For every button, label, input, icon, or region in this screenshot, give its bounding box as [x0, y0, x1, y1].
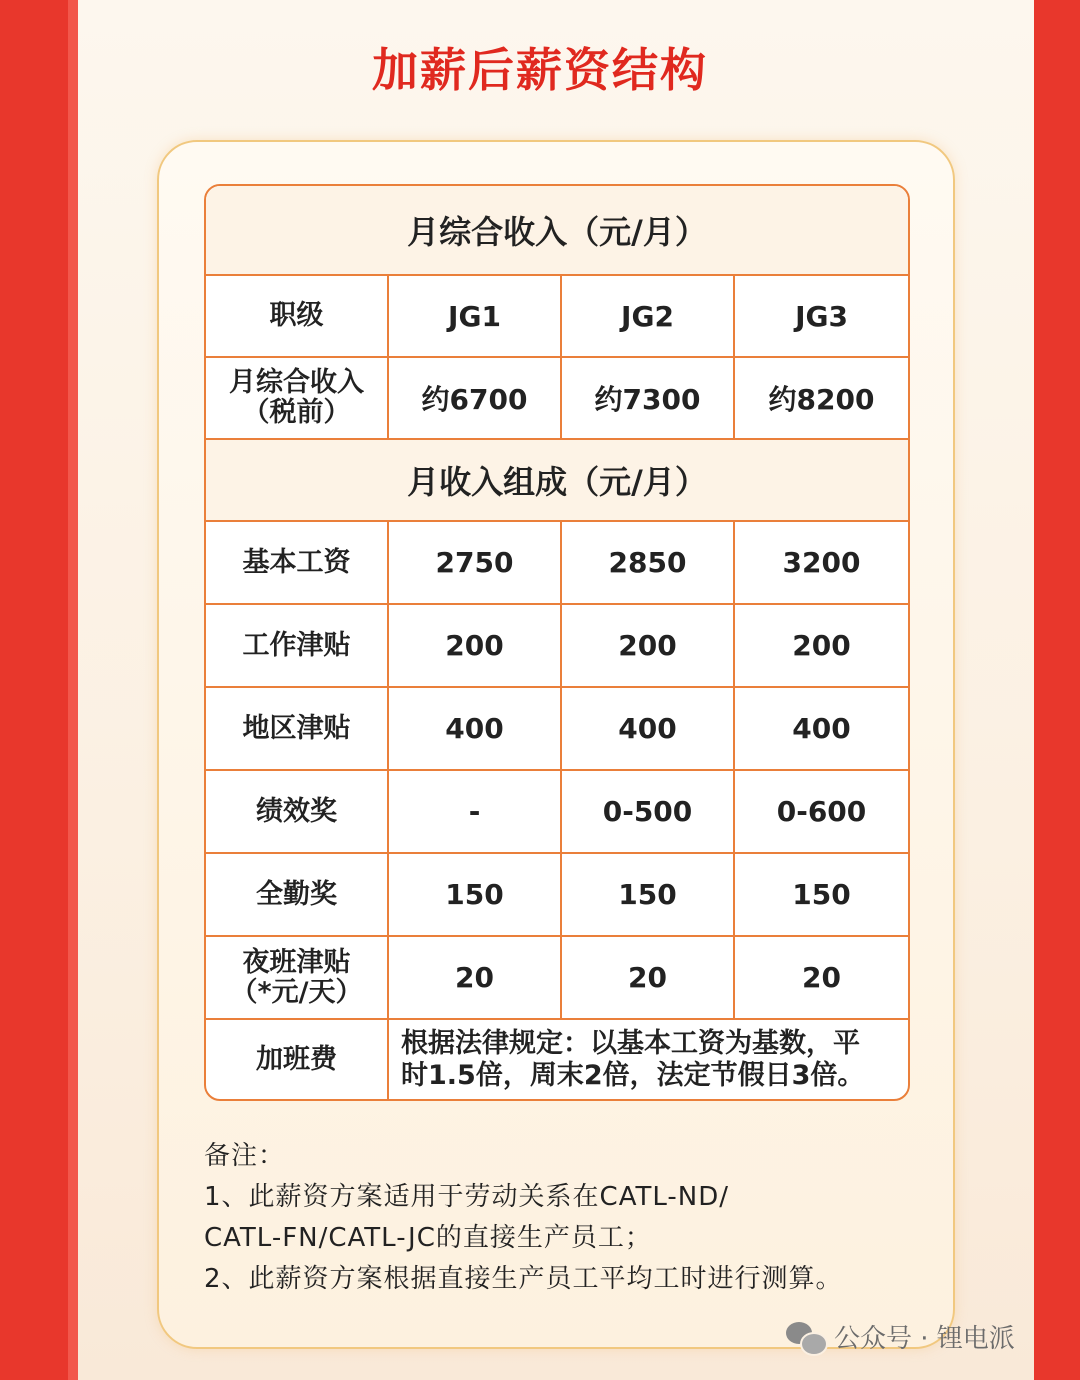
row-value: 400	[562, 688, 735, 771]
grade-jg2: JG2	[562, 276, 735, 358]
table-row	[206, 771, 908, 854]
row-value: -	[389, 771, 562, 854]
row-label: 全勤奖	[206, 854, 389, 937]
section-income-composition: 月收入组成（元/月）	[206, 440, 908, 522]
salary-table	[204, 184, 910, 1101]
table-row	[206, 854, 908, 937]
monthly-income-jg2: 约7300	[562, 358, 735, 440]
table-row	[206, 937, 908, 1020]
table-row	[206, 276, 908, 358]
left-border-highlight	[68, 0, 78, 1380]
left-red-border	[0, 0, 78, 1380]
row-label: 地区津贴	[206, 688, 389, 771]
row-value: 150	[735, 854, 908, 937]
night-shift-jg1: 20	[389, 937, 562, 1020]
grade-jg1: JG1	[389, 276, 562, 358]
overtime-note	[389, 1020, 908, 1099]
row-value: 200	[562, 605, 735, 688]
row-label: 基本工资	[206, 522, 389, 605]
row-value: 400	[389, 688, 562, 771]
monthly-income-label-line1: 月综合收入	[229, 367, 364, 398]
table-row	[206, 1020, 908, 1099]
table-row	[206, 358, 908, 440]
remark-line: 1、此薪资方案适用于劳动关系在CATL-ND/	[204, 1182, 729, 1212]
row-value: 0-500	[562, 771, 735, 854]
overtime-note-line2: 时1.5倍，周末2倍，法定节假日3倍。	[401, 1059, 865, 1091]
wechat-icon	[786, 1320, 826, 1354]
remarks	[204, 1136, 924, 1300]
row-value: 200	[735, 605, 908, 688]
grade-jg3: JG3	[735, 276, 908, 358]
overtime-label: 加班费	[206, 1020, 389, 1099]
row-value: 2850	[562, 522, 735, 605]
right-red-border	[1034, 0, 1080, 1380]
row-value: 2750	[389, 522, 562, 605]
remarks-heading: 备注：	[204, 1141, 286, 1171]
table-row	[206, 522, 908, 605]
row-label: 绩效奖	[206, 771, 389, 854]
grade-label: 职级	[206, 276, 389, 358]
monthly-income-label-line2: （税前）	[242, 397, 351, 428]
remark-line: CATL-FN/CATL-JC的直接生产员工；	[204, 1223, 652, 1253]
row-value: 400	[735, 688, 908, 771]
night-shift-label-line1: 夜班津贴	[242, 946, 351, 978]
row-value: 150	[389, 854, 562, 937]
watermark	[786, 1318, 1015, 1355]
remark-line: 2、此薪资方案根据直接生产员工平均工时进行测算。	[204, 1264, 843, 1294]
table-row	[206, 605, 908, 688]
row-label: 工作津贴	[206, 605, 389, 688]
night-shift-jg2: 20	[562, 937, 735, 1020]
night-shift-label-line2: （*元/天）	[230, 976, 363, 1008]
overtime-note-line1: 根据法律规定：以基本工资为基数，平	[401, 1027, 860, 1059]
night-shift-jg3: 20	[735, 937, 908, 1020]
row-value: 200	[389, 605, 562, 688]
row-value: 3200	[735, 522, 908, 605]
monthly-income-jg3: 约8200	[735, 358, 908, 440]
table-row	[206, 688, 908, 771]
watermark-text: 公众号 · 锂电派	[834, 1324, 1015, 1354]
monthly-income-label	[206, 358, 389, 440]
row-value: 0-600	[735, 771, 908, 854]
monthly-income-jg1: 约6700	[389, 358, 562, 440]
section-monthly-income: 月综合收入（元/月）	[206, 186, 908, 276]
page-title: 加薪后薪资结构	[372, 43, 708, 97]
row-value: 150	[562, 854, 735, 937]
night-shift-label	[206, 937, 389, 1020]
